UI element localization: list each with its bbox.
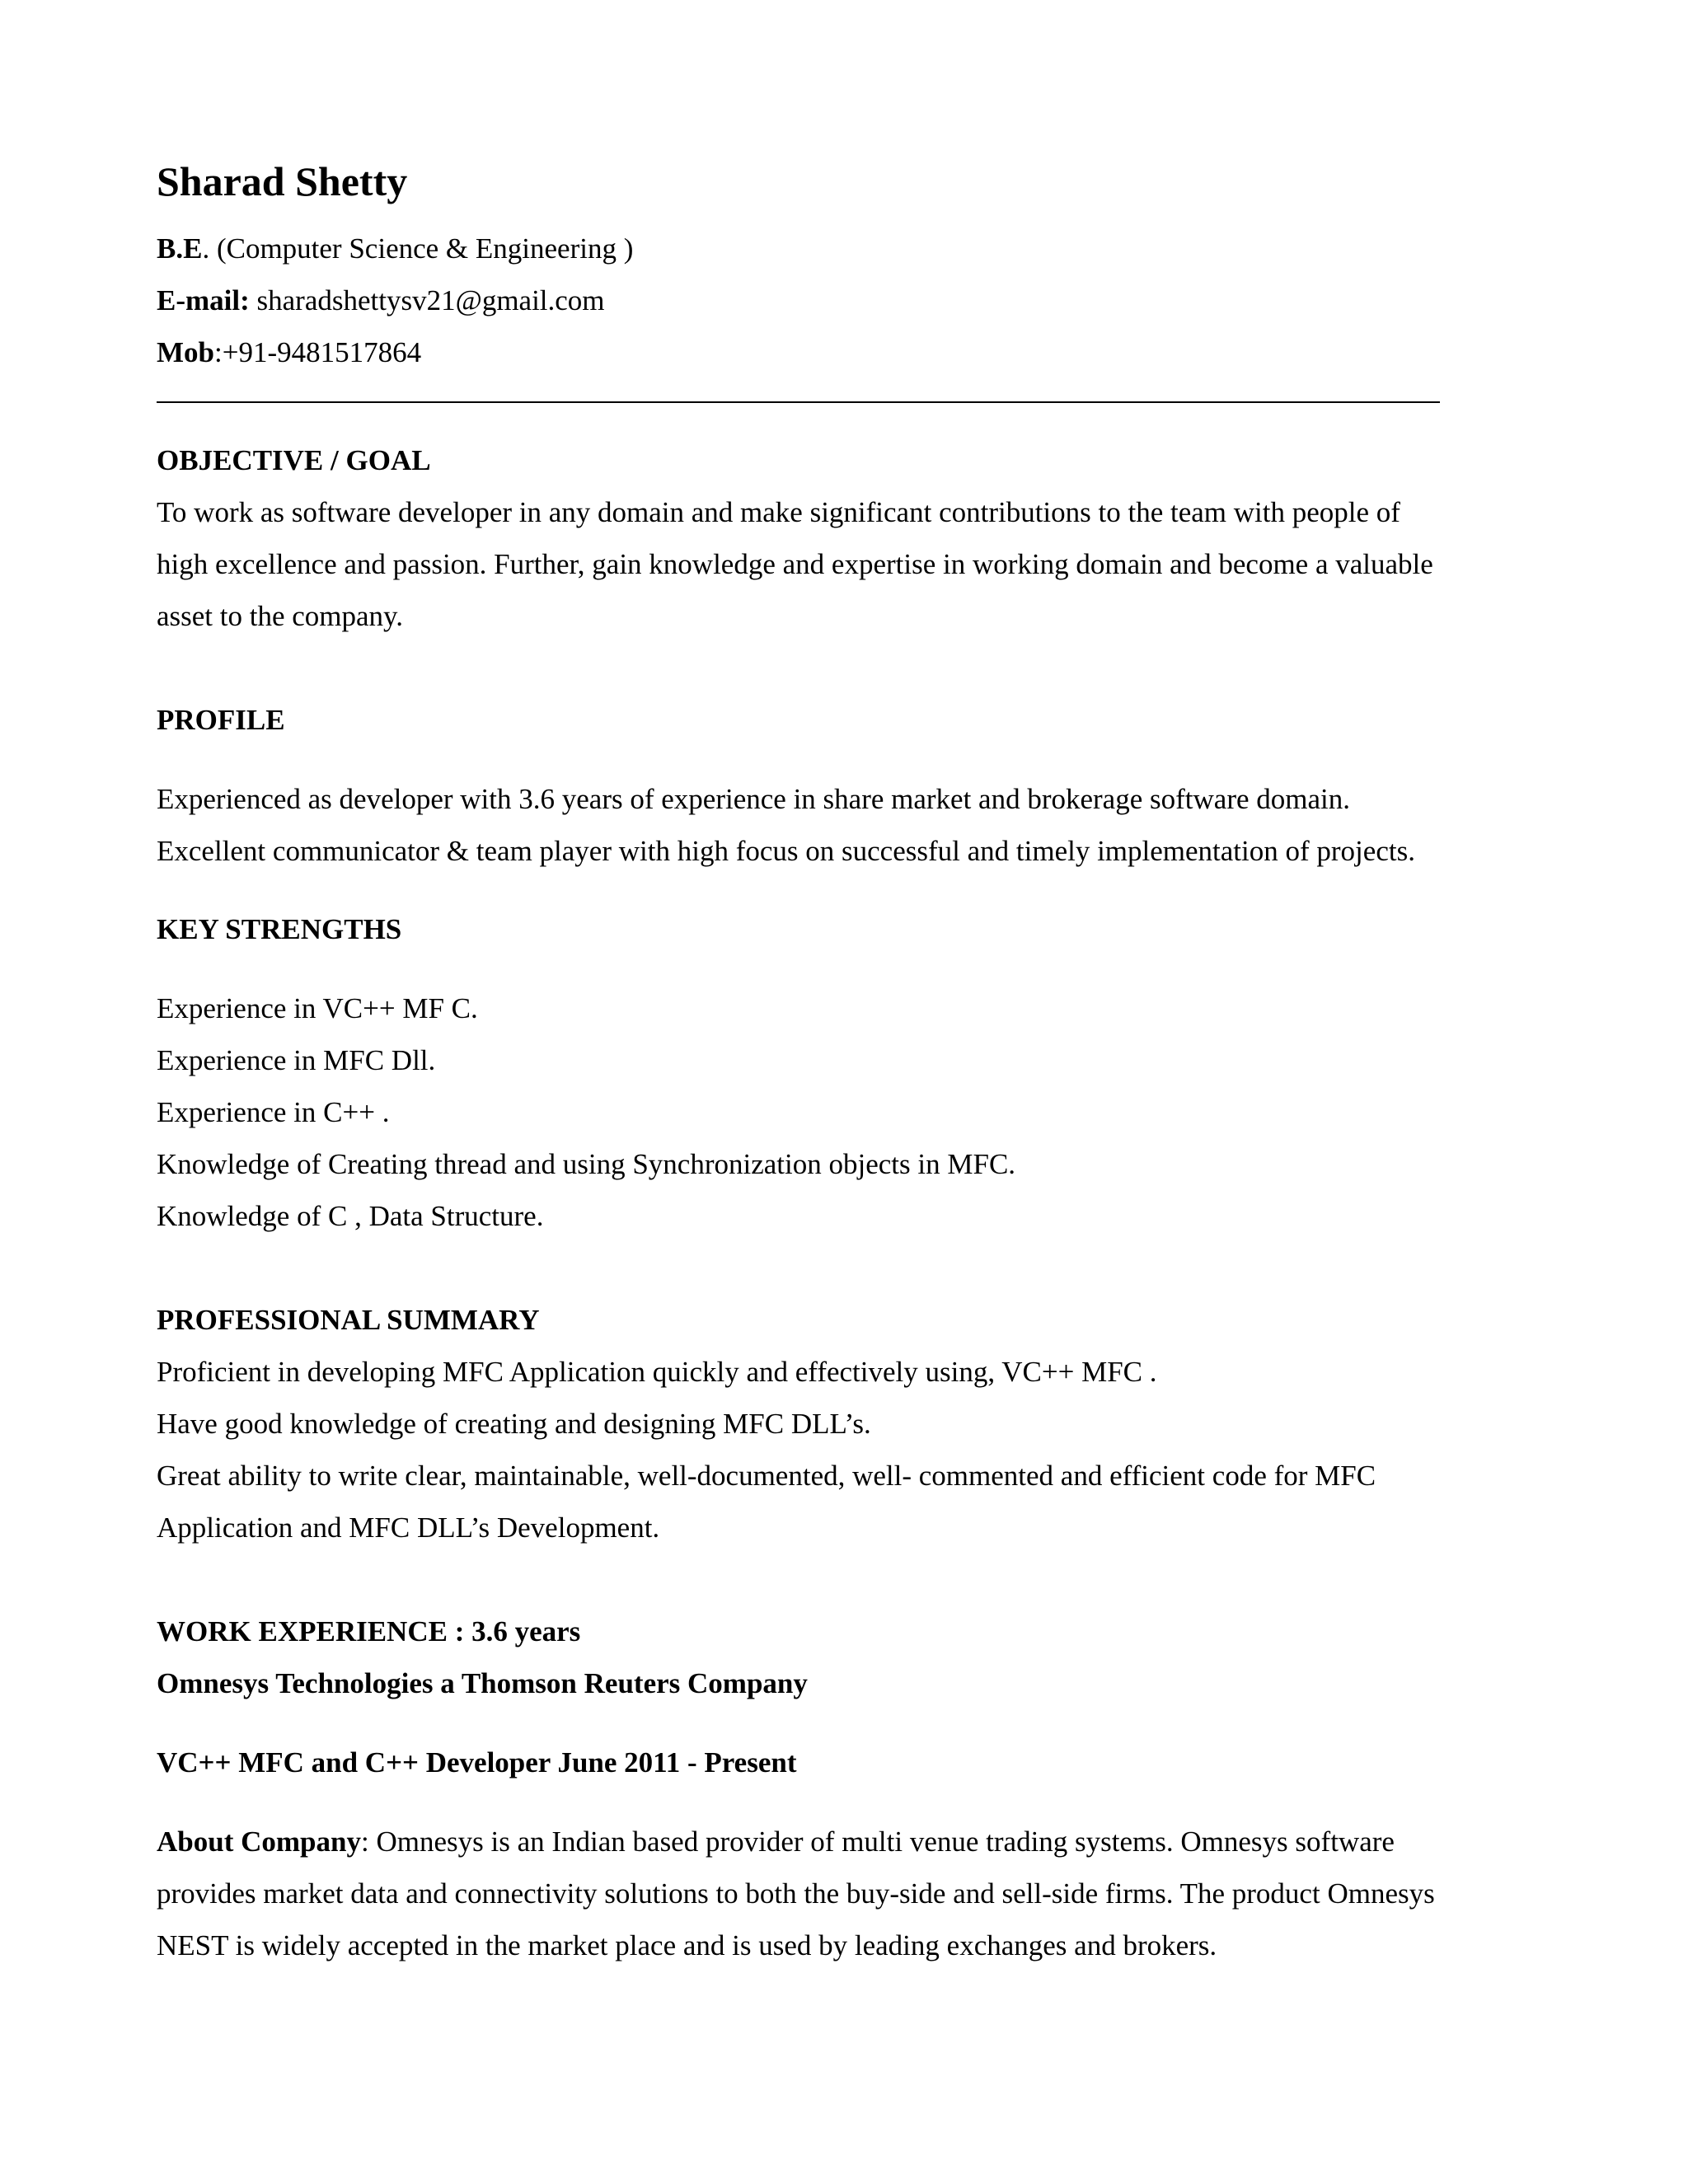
key-strength-item: Experience in MFC Dll.	[157, 1044, 436, 1076]
about-company-text: : Omnesys is an Indian based provider of multi venue trading systems. Omnesys software	[360, 1825, 1395, 1858]
profile-line: Excellent communicator & team player with high focus on successful and timely implementation of projects.	[157, 835, 1415, 867]
degree-label: B.E	[157, 232, 203, 265]
about-company-line: provides market data and connectivity solutions to both the buy-side and sell-side firms. The product Omnesys	[157, 1877, 1435, 1910]
company-name: Omnesys Technologies a Thomson Reuters Company	[157, 1667, 808, 1699]
email-label: E-mail:	[157, 284, 250, 316]
candidate-name: Sharad Shetty	[157, 158, 408, 204]
mobile-value: :+91-9481517864	[214, 336, 422, 368]
profile-heading: PROFILE	[157, 704, 285, 736]
about-company-line: NEST is widely accepted in the market place and is used by leading exchanges and brokers.	[157, 1929, 1217, 1961]
header-divider	[157, 401, 1440, 403]
professional-summary-heading: PROFESSIONAL SUMMARY	[157, 1304, 540, 1336]
mobile-line	[157, 326, 421, 378]
about-company-label: About Company	[157, 1825, 361, 1858]
objective-line: high excellence and passion. Further, gain knowledge and expertise in working domain and become a valuable	[157, 548, 1433, 580]
objective-line: To work as software developer in any domain and make significant contributions to the team with people of	[157, 496, 1400, 528]
degree-value: . (Computer Science & Engineering )	[202, 232, 634, 265]
mobile-label: Mob	[157, 336, 214, 368]
key-strength-item: Experience in C++ .	[157, 1096, 390, 1128]
work-experience-heading: WORK EXPERIENCE : 3.6 years	[157, 1615, 581, 1647]
key-strength-item: Experience in VC++ MF C.	[157, 992, 478, 1024]
degree-line	[157, 223, 633, 274]
summary-line: Have good knowledge of creating and designing MFC DLL’s.	[157, 1408, 871, 1440]
objective-heading: OBJECTIVE / GOAL	[157, 444, 431, 476]
about-company-line	[157, 1816, 1395, 1868]
key-strength-item: Knowledge of C , Data Structure.	[157, 1200, 544, 1232]
key-strengths-heading: KEY STRENGTHS	[157, 913, 402, 945]
summary-line: Application and MFC DLL’s Development.	[157, 1511, 660, 1544]
summary-line: Great ability to write clear, maintainable, well-documented, well- commented and efficient code for MFC	[157, 1460, 1376, 1492]
summary-line: Proficient in developing MFC Application quickly and effectively using, VC++ MFC .	[157, 1356, 1157, 1388]
email-value: sharadshettysv21@gmail.com	[249, 284, 605, 316]
email-line	[157, 274, 605, 326]
key-strength-item: Knowledge of Creating thread and using Synchronization objects in MFC.	[157, 1148, 1016, 1180]
profile-line: Experienced as developer with 3.6 years of experience in share market and brokerage software domain.	[157, 783, 1350, 815]
objective-line: asset to the company.	[157, 600, 404, 632]
job-role: VC++ MFC and C++ Developer June 2011 - Present	[157, 1746, 797, 1779]
